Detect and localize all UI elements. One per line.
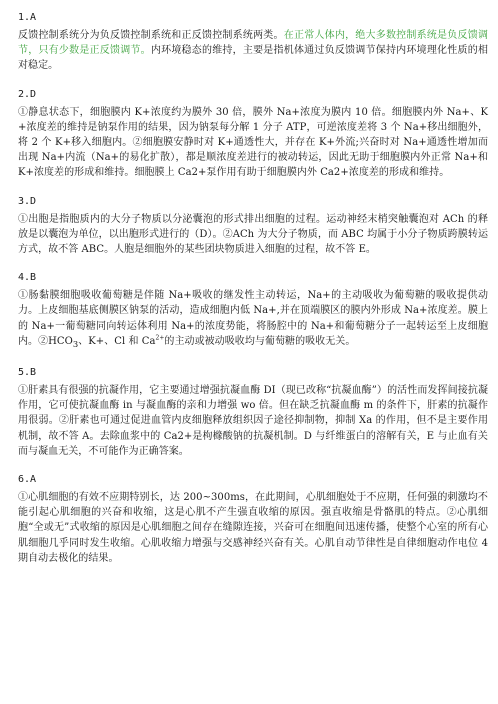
- answer-item-6: [18, 472, 488, 566]
- explanation-segment: 反馈控制系统分为负反馈控制系统和正反馈控制系统两类。: [18, 30, 284, 41]
- answer-number: 1.A: [18, 12, 37, 23]
- answer-item-2: [18, 87, 488, 181]
- answer-explanation: ①心肌细胞的有效不应期特别长，达 200~300ms，在此期间，心肌细胞处于不应期，任何强的刺激均不能引起心肌细胞的兴奋和收缩，这是心肌不产生强直收缩的原因。强直收缩是骨骼肌的特点。②心肌细胞“全或无”式收缩的原因是心肌细胞之间存在缝隙连接，兴奋可在细胞间迅速传播，使整个心室的所有心肌细胞几乎同时发生收缩。心肌收缩力增强与交感神经兴奋有关。心肌自动节律性是自律细胞动作电位 4 期自动去极化的结果。: [18, 492, 488, 564]
- answer-explanation: ①静息状态下，细胞膜内 K+浓度约为膜外 30 倍，膜外 Na+浓度为膜内 10 倍。细胞膜内外 Na+、K+浓度差的维持是钠泵作用的结果，因为钠泵每分解 1 分子 ATP，可逆浓度差将 3 个 Na+移出细胞外，将 2 个 K+移入细胞内。②细胞膜安静时对 K+通透性大，并存在 K+外流;兴奋时对 Na+通透性增加而出现 Na+内流（Na+的易化扩散），都是顺浓度差进行的被动转运，因此无助于细胞膜内外正常 Na+和 K+浓度差的形成和维持。细胞膜上 Ca2+泵作用有助于细胞膜内外 Ca2+浓度差的形成和维持。: [18, 106, 488, 179]
- answer-number: 6.A: [18, 474, 37, 486]
- answer-item-5: [18, 365, 488, 459]
- highlighted-segment: 在正常人体内，绝大多数控制系统是负反馈调节，只有少数是正反馈调节。: [18, 30, 488, 57]
- answer-number: 5.B: [18, 367, 37, 379]
- answer-number: 4.B: [18, 272, 37, 284]
- answer-explanation: [18, 28, 488, 74]
- answer-number: 3.D: [18, 195, 37, 207]
- answer-item-1: [18, 10, 488, 74]
- answer-number: 2.D: [18, 88, 37, 100]
- answer-item-3: [18, 194, 488, 258]
- answer-explanation: ①肝素具有很强的抗凝作用，它主要通过增强抗凝血酶 DI（现已改称“抗凝血酶”）的活性而发挥间接抗凝作用，它可使抗凝血酶 in 与凝血酶的亲和力增强 wo 倍。但在缺乏抗凝血酶 m 的条件下，肝素的抗凝作用很弱。②肝素也可通过促进血管内皮细胞释放组织因子途径抑制物，抑制 Xa 的作用，但不是主要作用机制，故不答 A。去除血浆中的 Ca2+是枸橼酸钠的抗凝机制。D 与纤维蛋白的溶解有关，E 与止血有关而与凝血无关，不可能作为正确答案。: [18, 385, 488, 457]
- explanation-segment: 内环境稳态的维持，主要是指机体通过负反馈调节保持内环境理化性质的相对稳定。: [18, 45, 488, 72]
- explanation-segment: 的主动或被动吸收均与葡萄糖的吸收无关。: [164, 335, 356, 347]
- answer-item-4: [18, 270, 488, 352]
- explanation-segment: 、K+、Cl 和 Ca: [78, 335, 156, 347]
- explanation-segment: ①肠黏膜细胞吸收葡萄糖是伴随 Na+吸收的继发性主动转运，Na+的主动吸收为葡萄糖的吸收提供动力。上皮细胞基底侧膜区钠泵的活动，造成细胞内低 Na+,并在顶端膜区的膜内外形成 Na+浓度差。膜上的 Na+一葡萄糖同向转运体利用 Na+的浓度势能，将肠腔中的 Na+和葡萄糖分子一起转运至上皮细胞内。②HCO: [18, 290, 488, 347]
- subscript: 3: [72, 338, 79, 349]
- answer-explanation: [18, 288, 488, 352]
- answer-explanation: ①出胞是指胞质内的大分子物质以分泌囊泡的形式排出细胞的过程。运动神经末梢突触囊泡对 ACh 的释放是以囊泡为单位，以出胞形式进行的（D）。②ACh 为大分子物质，而 ABC 均属于小分子物质跨膜转运方式，故不答 ABC。人胞是细胞外的某些团块物质进入细胞的过程，故不答 E。: [18, 213, 488, 256]
- superscript: 2+: [155, 334, 165, 342]
